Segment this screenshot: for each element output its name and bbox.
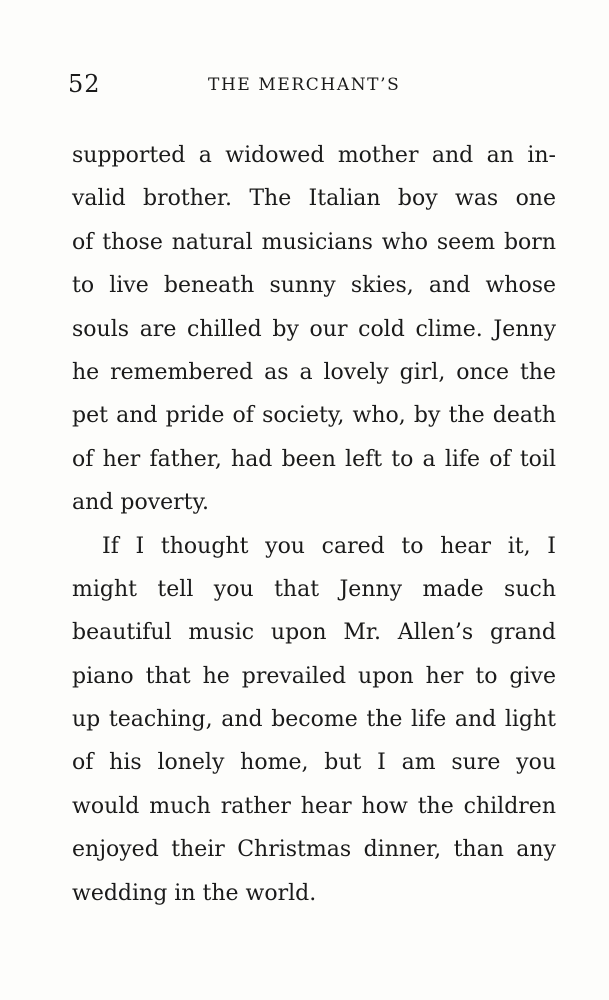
page-header bbox=[68, 70, 548, 102]
text-line: supported a widowed mother and an in- bbox=[72, 143, 556, 168]
text-line: to live beneath sunny skies, and whose bbox=[72, 273, 556, 299]
text-line: souls are chilled by our cold clime. Jenny bbox=[72, 316, 556, 342]
text-line: would much rather hear how the children bbox=[72, 793, 556, 819]
text-line: pet and pride of society, who, by the death bbox=[72, 403, 556, 429]
text-line: of her father, had been left to a life of toil bbox=[72, 446, 556, 472]
text-line: he remembered as a lovely girl, once the bbox=[72, 359, 556, 385]
text-line: of those natural musicians who seem born bbox=[72, 229, 556, 255]
paragraph-2 bbox=[72, 525, 556, 916]
text-line: might tell you that Jenny made such bbox=[72, 576, 556, 602]
text-line: If I thought you cared to hear it, I bbox=[102, 533, 556, 559]
text-line: valid brother. The Italian boy was one bbox=[72, 186, 556, 212]
text-line: beautiful music upon Mr. Allen’s grand bbox=[72, 620, 556, 646]
text-line: piano that he prevailed upon her to give bbox=[72, 663, 556, 689]
body-text bbox=[72, 134, 556, 915]
text-line: of his lonely home, but I am sure you bbox=[72, 750, 556, 776]
page-number: 52 bbox=[68, 70, 101, 98]
text-line: enjoyed their Christmas dinner, than any bbox=[72, 837, 556, 863]
running-title: THE MERCHANT’S bbox=[208, 75, 401, 95]
paragraph-1 bbox=[72, 134, 556, 525]
text-line: wedding in the world. bbox=[72, 880, 317, 906]
text-line: and poverty. bbox=[72, 490, 209, 516]
text-line: up teaching, and become the life and light bbox=[72, 707, 556, 733]
